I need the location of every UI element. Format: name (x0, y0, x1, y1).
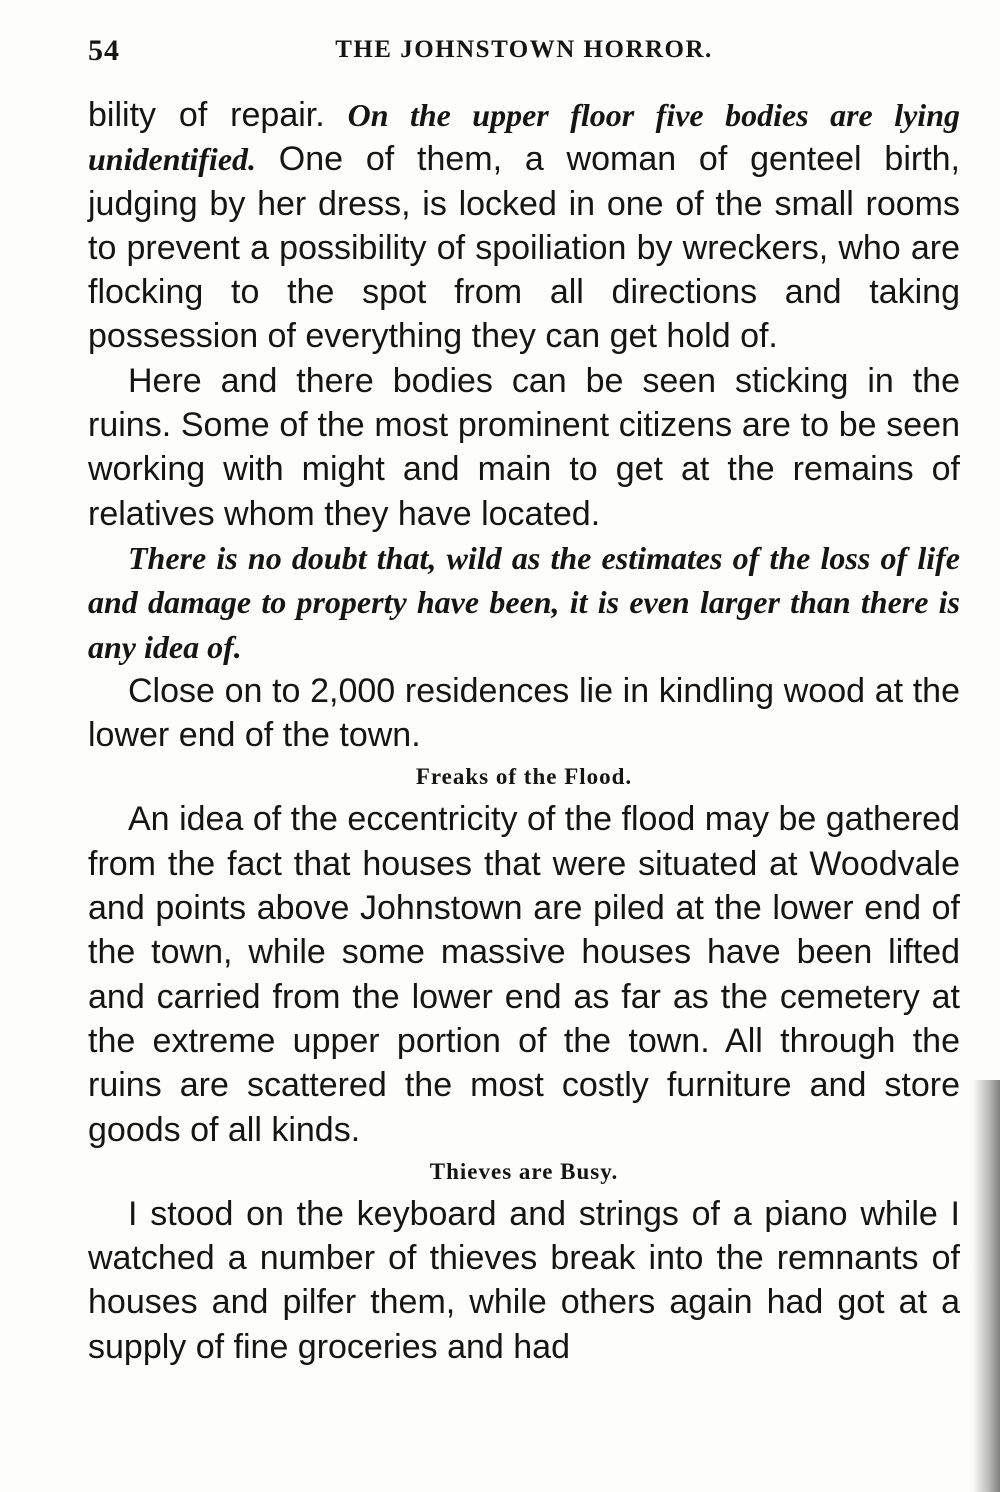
subheading-thieves-are-busy: Thieves are Busy. (429, 1158, 619, 1184)
paragraph-2: Here and there bodies can be seen sticking in the ruins. Some of the most prominent citizens are to be seen working with might and main to get at the remains of relatives whom they have located. (88, 361, 960, 533)
paragraph-6: I stood on the keyboard and strings of a piano while I watched a number of thieves break into the remnants of houses and pilfer them, while others again had got at a supply of fine groceries and had (88, 1194, 960, 1366)
paragraph-1-italic: On the upper floor five bodies are lying unidentified. (88, 97, 960, 178)
paragraph-4: Close on to 2,000 residences lie in kindling wood at the lower end of the town. (88, 671, 960, 755)
page-number: 54 (88, 34, 120, 67)
paragraph-3 (88, 536, 960, 669)
paragraph-1-end: One of them, a woman of genteel birth, judging by her dress, is locked in one of the small rooms to prevent a possibility of spoiliation by wreckers, who are flocking to the spot from all directions and taking possession of everything they can get hold of. (88, 140, 960, 356)
paragraph-1 (88, 93, 960, 359)
running-head: THE JOHNSTOWN HORROR. (335, 36, 713, 63)
subheading-freaks-of-the-flood: Freaks of the Flood. (415, 764, 633, 790)
body-text (88, 93, 960, 1369)
paragraph-3-italic: There is no doubt that, wild as the estimates of the loss of life and damage to property have been, it is even larger than there is any idea of. (88, 539, 960, 665)
page-edge-shadow (972, 1080, 1000, 1492)
paragraph-5: An idea of the eccentricity of the flood may be gathered from the fact that houses that were situated at Woodvale and points above Johnstown are piled at the lower end of the town, while some massive houses have been lifted and carried from the lower end as far as the cemetery at the extreme upper portion of the town. All through the ruins are scattered the most costly furniture and store goods of all kinds. (88, 800, 960, 1149)
paragraph-1-start: bility of repair. (88, 96, 348, 134)
page-header (88, 30, 960, 74)
